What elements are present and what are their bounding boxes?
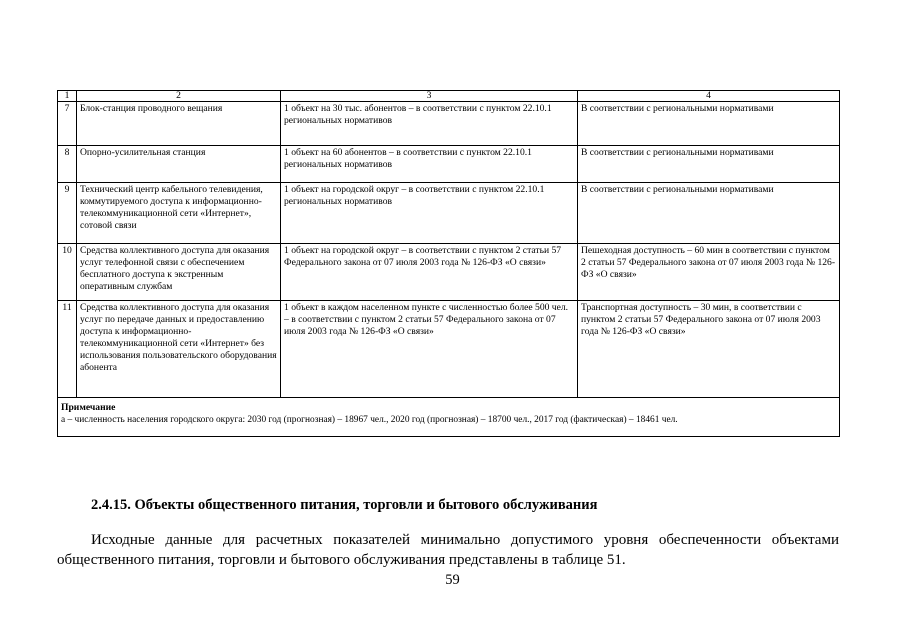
provision-level: 1 объект в каждом населенном пункте с численностью более 500 чел. – в соответствии с пунктом 2 статьи 57 Федерального закона от 07 июля 2003 года № 126-ФЗ «О связи»	[281, 301, 578, 398]
accessibility: Транспортная доступность – 30 мин, в соответствии с пунктом 2 статьи 57 Федерального закона от 07 июля 2003 года № 126-ФЗ «О связи»	[578, 301, 840, 398]
provision-level: 1 объект на 30 тыс. абонентов – в соответствии с пунктом 22.10.1 региональных нормативов	[281, 102, 578, 146]
accessibility: В соответствии с региональными нормативами	[578, 183, 840, 244]
table-row	[58, 146, 840, 183]
row-number: 11	[58, 301, 77, 398]
table-row	[58, 102, 840, 146]
table-row	[58, 244, 840, 301]
provision-level: 1 объект на 60 абонентов – в соответствии с пунктом 22.10.1 региональных нормативов	[281, 146, 578, 183]
accessibility: Пешеходная доступность – 60 мин в соответствии с пунктом 2 статьи 57 Федерального закона от 07 июля 2003 года № 126-ФЗ «О связи»	[578, 244, 840, 301]
note-text: а – численность населения городского округа: 2030 год (прогнозная) – 18967 чел., 2020 год (прогнозная) – 18700 чел., 2017 год (фактическая) – 18461 чел.	[61, 415, 678, 425]
table-row	[58, 301, 840, 398]
object-name: Блок-станция проводного вещания	[77, 102, 281, 146]
row-number: 8	[58, 146, 77, 183]
table-row	[58, 183, 840, 244]
table-header-row	[58, 91, 840, 102]
header-cell-1: 1	[58, 91, 77, 102]
provision-level: 1 объект на городской округ – в соответствии с пунктом 2 статьи 57 Федерального закона от 07 июля 2003 года № 126-ФЗ «О связи»	[281, 244, 578, 301]
provision-level: 1 объект на городской округ – в соответствии с пунктом 22.10.1 региональных нормативов	[281, 183, 578, 244]
paragraph-text: Исходные данные для расчетных показателей минимально допустимого уровня обеспеченности объектами общественного питания, торговли и бытового обслуживания представлены в таблице 51.	[57, 532, 839, 568]
row-number: 10	[58, 244, 77, 301]
accessibility: В соответствии с региональными нормативами	[578, 102, 840, 146]
header-cell-4: 4	[578, 91, 840, 102]
standards-table	[57, 90, 840, 437]
header-cell-3: 3	[281, 91, 578, 102]
object-name: Средства коллективного доступа для оказания услуг по передаче данных и предоставлению доступа к информационно-телекоммуникационной сети «Интернет» без использования пользовательского оборудования абонента	[77, 301, 281, 398]
accessibility: В соответствии с региональными нормативами	[578, 146, 840, 183]
row-number: 9	[58, 183, 77, 244]
object-name: Средства коллективного доступа для оказания услуг телефонной связи с обеспечением бесплатного доступа к экстренным оперативным службам	[77, 244, 281, 301]
section-heading: 2.4.15. Объекты общественного питания, торговли и бытового обслуживания	[91, 497, 598, 513]
table-note	[58, 398, 840, 437]
table-note-row	[58, 398, 840, 437]
body-paragraph	[57, 530, 839, 570]
note-title: Примечание	[61, 402, 116, 413]
object-name: Технический центр кабельного телевидения, коммутируемого доступа к информационно-телекоммуникационной сети «Интернет», сотовой связи	[77, 183, 281, 244]
row-number: 7	[58, 102, 77, 146]
page-number: 59	[445, 572, 460, 588]
object-name: Опорно-усилительная станция	[77, 146, 281, 183]
header-cell-2: 2	[77, 91, 281, 102]
